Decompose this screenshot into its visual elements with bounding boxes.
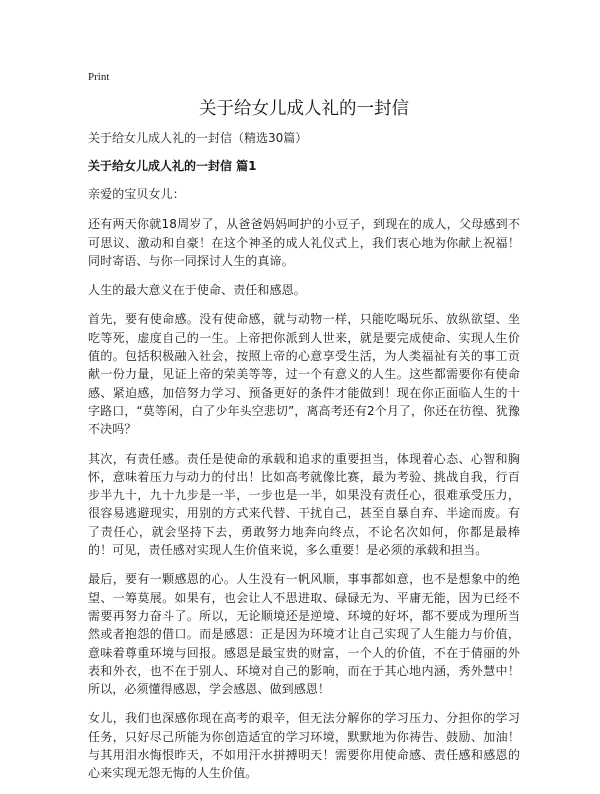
paragraph-opening: 还有两天你就18周岁了，从爸爸妈妈呵护的小豆子，到现在的成人，父母感到不可思议、激动和自豪！在这个神圣的成人礼仪式上，我们衷心地为你献上祝福！同时寄语、与你一同探讨人生的真谛。 xyxy=(88,217,520,268)
document-subtitle: 关于给女儿成人礼的一封信（精选30篇） xyxy=(88,131,308,145)
paragraph-gratitude: 最后，要有一颗感恩的心。人生没有一帆风顺，事事都如意，也不是想象中的绝望、一筹莫展。如果有，也会让人不思进取、碌碌无为、平庸无能，因为已经不需要再努力奋斗了。所以，无论顺境还是逆境、环境的好坏，都不要成为理所当然或者抱怨的借口。而是感恩：正是因为环境才让自己实现了人生能力与价值，意味着尊重环境与回报。感恩是最宝贵的财富，一个人的价值，不在于倩丽的外表和外衣，也不在于别人、环境对自己的影响，而在于其心地内涵，秀外慧中！所以，必须懂得感恩，学会感恩、做到感恩！ xyxy=(88,572,520,697)
paragraph-responsibility: 其次，有责任感。责任是使命的承载和追求的重要担当，体现着心态、心智和胸怀，意味着压力与动力的付出！比如高考就像比赛，最为考验、挑战自我，行百步半九十，九十九步是一半，一步也是一半，如果没有责任心，很难承受压力，很容易逃避现实，用别的方式来代替、干扰自己，甚至自暴自弃、半途而废。有了责任心，就会坚持下去，勇敢努力地奔向终点，不论名次如何，你都是最棒的！可见，责任感对实现人生价值来说，多么重要！是必须的承载和担当。 xyxy=(88,451,520,558)
paragraph-closing: 女儿，我们也深感你现在高考的艰辛，但无法分解你的学习压力、分担你的学习任务，只好尽己所能为你创造适宜的学习环境，默默地为你祷告、鼓励、加油！与其用泪水悔恨昨天，不如用汗水拼搏明天！需要你用使命感、责任感和感恩的心来实现无怨无悔的人生价值。 xyxy=(88,711,520,781)
section-heading: 关于给女儿成人礼的一封信 篇1 xyxy=(88,159,257,173)
salutation: 亲爱的宝贝女儿： xyxy=(88,187,185,201)
print-label[interactable]: Print xyxy=(88,71,110,83)
document-title: 关于给女儿成人礼的一封信 xyxy=(199,99,409,119)
paragraph-mission: 首先，要有使命感。没有使命感，就与动物一样，只能吃喝玩乐、放纵欲望、坐吃等死，虚度自己的一生。上帝把你派到人世来，就是要完成使命、实现人生价值的。包括积极融入社会，按照上帝的心意享受生活，为人类福祉有关的事工贡献一份力量，见证上帝的荣美等等，过一个有意义的人生。这些都需要你有使命感、紧迫感，加倍努力学习、预备更好的条件才能做到！现在你正面临人生的十字路口，“莫等闲，白了少年头空悲切”，离高考还有2个月了，你还在彷徨、犹豫不决吗？ xyxy=(88,312,520,437)
paragraph-thesis: 人生的最大意义在于使命、责任和感恩。 xyxy=(88,283,306,298)
document-page xyxy=(88,70,520,794)
